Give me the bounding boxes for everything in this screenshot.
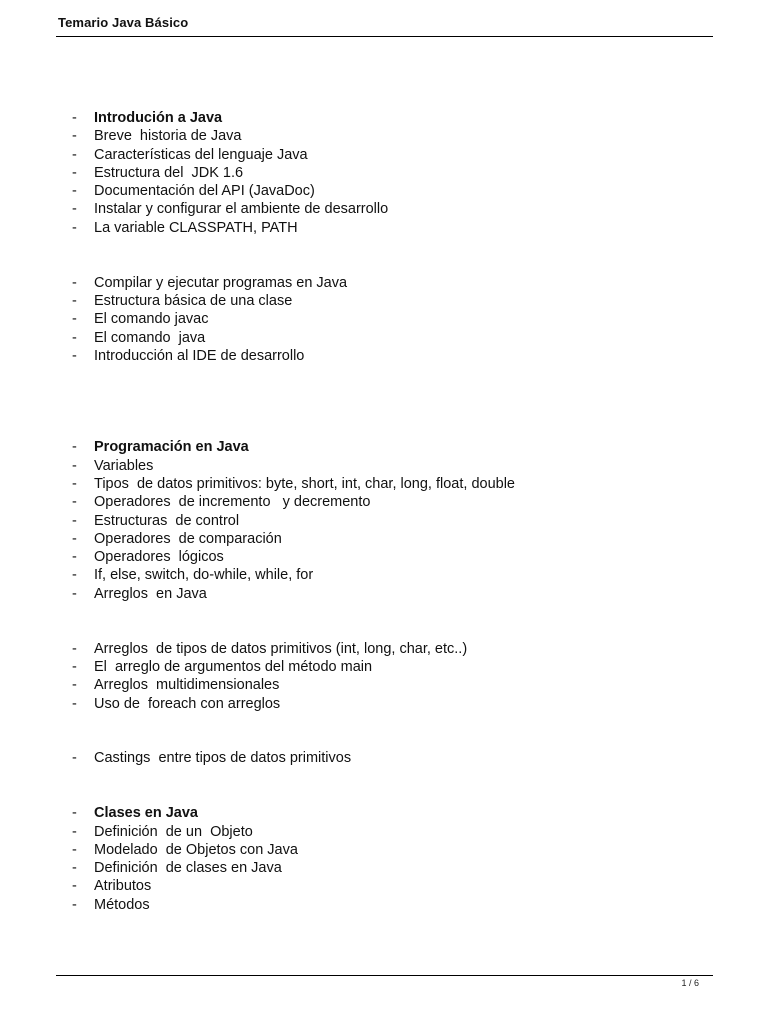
list-item xyxy=(72,548,712,566)
bullet-dash: - xyxy=(72,439,77,456)
list-item-text: Definición de un Objeto xyxy=(94,823,253,840)
bullet-dash: - xyxy=(72,183,77,200)
list-item xyxy=(72,292,712,310)
list-item-text: Estructura básica de una clase xyxy=(94,292,293,309)
list-item xyxy=(72,493,712,511)
outline-section xyxy=(72,109,712,237)
list-item-text: Tipos de datos primitivos: byte, short, int, char, long, float, double xyxy=(94,475,515,492)
list-item xyxy=(72,146,712,164)
bullet-dash: - xyxy=(72,530,77,547)
list-item-text: Atributos xyxy=(94,878,152,895)
bullet-dash: - xyxy=(72,750,77,767)
section-heading-text: Clases en Java xyxy=(94,805,198,822)
list-item xyxy=(72,457,712,475)
list-item xyxy=(72,859,712,877)
list-item-text: Operadores de comparación xyxy=(94,530,282,547)
bullet-dash: - xyxy=(72,457,77,474)
list-item xyxy=(72,585,712,603)
list-item-text: Operadores de incremento y decremento xyxy=(94,494,371,511)
list-item xyxy=(72,676,712,694)
list-item xyxy=(72,274,712,292)
list-item-text: Operadores lógicos xyxy=(94,549,224,566)
section-heading-item xyxy=(72,804,712,822)
outline-section xyxy=(72,804,712,914)
bullet-dash: - xyxy=(72,494,77,511)
page-header xyxy=(56,14,713,37)
bullet-dash: - xyxy=(72,896,77,913)
list-item-text: La variable CLASSPATH, PATH xyxy=(94,219,298,236)
list-item xyxy=(72,310,712,328)
list-item-text: Arreglos en Java xyxy=(94,585,207,602)
list-item-text: Arreglos multidimensionales xyxy=(94,677,280,694)
syllabus-outline xyxy=(72,109,712,914)
outline-section xyxy=(72,640,712,713)
section-heading-text: Programación en Java xyxy=(94,439,249,456)
list-item-text: Instalar y configurar el ambiente de desarrollo xyxy=(94,201,389,218)
bullet-dash: - xyxy=(72,347,77,364)
bullet-dash: - xyxy=(72,164,77,181)
section-heading-item xyxy=(72,109,712,127)
list-item xyxy=(72,566,712,584)
list-item-text: If, else, switch, do-while, while, for xyxy=(94,567,314,584)
list-item-text: El comando java xyxy=(94,329,206,346)
bullet-dash: - xyxy=(72,860,77,877)
bullet-dash: - xyxy=(72,640,77,657)
list-item-text: Definición de clases en Java xyxy=(94,860,282,877)
list-item xyxy=(72,640,712,658)
list-item xyxy=(72,530,712,548)
bullet-dash: - xyxy=(72,585,77,602)
list-item xyxy=(72,219,712,237)
bullet-dash: - xyxy=(72,512,77,529)
bullet-dash: - xyxy=(72,677,77,694)
list-item xyxy=(72,164,712,182)
list-item xyxy=(72,475,712,493)
list-item xyxy=(72,841,712,859)
list-item xyxy=(72,896,712,914)
list-item-text: Breve historia de Java xyxy=(94,128,242,145)
list-item-text: Castings entre tipos de datos primitivos xyxy=(94,750,352,767)
bullet-dash: - xyxy=(72,475,77,492)
list-item-text: Estructuras de control xyxy=(94,512,240,529)
section-heading-item xyxy=(72,438,712,456)
document-title: Temario Java Básico xyxy=(58,15,189,30)
outline-section xyxy=(72,438,712,603)
list-item xyxy=(72,695,712,713)
list-item-text: Introducción al IDE de desarrollo xyxy=(94,347,305,364)
bullet-dash: - xyxy=(72,274,77,291)
outline-section xyxy=(72,274,712,365)
list-item-text: Características del lenguaje Java xyxy=(94,146,308,163)
list-item xyxy=(72,127,712,145)
bullet-dash: - xyxy=(72,567,77,584)
bullet-dash: - xyxy=(72,219,77,236)
bullet-dash: - xyxy=(72,878,77,895)
list-item-text: Estructura del JDK 1.6 xyxy=(94,164,244,181)
list-item-text: Métodos xyxy=(94,896,150,913)
list-item-text: Compilar y ejecutar programas en Java xyxy=(94,274,348,291)
list-item xyxy=(72,877,712,895)
list-item-text: Documentación del API (JavaDoc) xyxy=(94,183,315,200)
list-item-text: Arreglos de tipos de datos primitivos (int, long, char, etc..) xyxy=(94,640,468,657)
bullet-dash: - xyxy=(72,805,77,822)
list-item xyxy=(72,329,712,347)
list-item xyxy=(72,182,712,200)
list-item xyxy=(72,658,712,676)
list-item-text: El comando javac xyxy=(94,311,209,328)
list-item xyxy=(72,749,712,767)
list-item xyxy=(72,512,712,530)
bullet-dash: - xyxy=(72,841,77,858)
section-heading-text: Introdución a Java xyxy=(94,110,223,126)
bullet-dash: - xyxy=(72,549,77,566)
bullet-dash: - xyxy=(72,695,77,712)
list-item xyxy=(72,200,712,218)
page-footer xyxy=(56,975,713,988)
bullet-dash: - xyxy=(72,292,77,309)
list-item-text: Modelado de Objetos con Java xyxy=(94,841,298,858)
bullet-dash: - xyxy=(72,823,77,840)
bullet-dash: - xyxy=(72,658,77,675)
bullet-dash: - xyxy=(72,128,77,145)
bullet-dash: - xyxy=(72,201,77,218)
outline-section xyxy=(72,749,712,767)
list-item-text: El arreglo de argumentos del método main xyxy=(94,658,373,675)
page-number: 1 / 6 xyxy=(681,978,699,988)
bullet-dash: - xyxy=(72,311,77,328)
list-item xyxy=(72,823,712,841)
bullet-dash: - xyxy=(72,110,77,126)
list-item xyxy=(72,347,712,365)
list-item-text: Uso de foreach con arreglos xyxy=(94,695,281,712)
list-item-text: Variables xyxy=(94,457,154,474)
bullet-dash: - xyxy=(72,329,77,346)
bullet-dash: - xyxy=(72,146,77,163)
